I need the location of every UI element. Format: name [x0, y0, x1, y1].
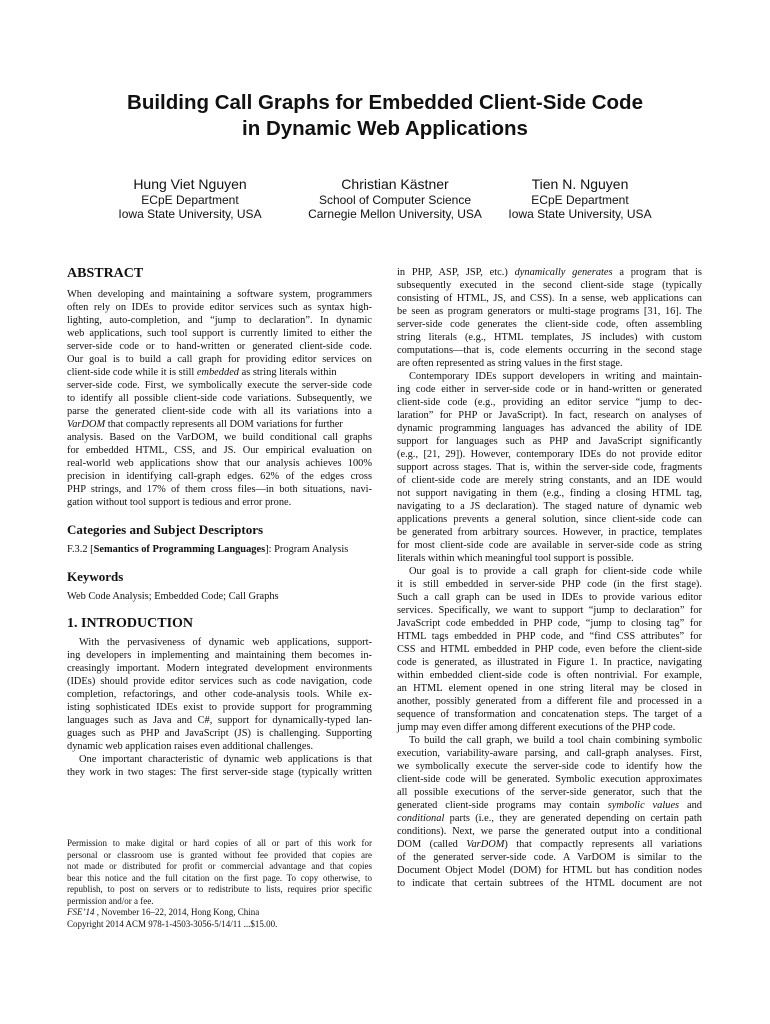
body-line: client-side code will be generated. Symbolic execution approximates — [397, 774, 702, 785]
body-line: dynamic programming languages has advanced the ability of IDE — [397, 423, 702, 434]
body-line: support across stages. That is, within the server-side code, fragments — [397, 462, 702, 473]
body-line: an HTML element opened in one string literal may be closed in — [397, 683, 702, 694]
abstract-line: When developing and maintaining a software system, programmers — [67, 289, 372, 300]
author-name: Tien N. Nguyen — [531, 176, 629, 192]
body-line — [397, 266, 702, 279]
category-code: F.3.2 [ — [67, 544, 94, 555]
body-line: within embedded client-side code is often nontrivial. For example, — [397, 670, 702, 681]
author-institution: Iowa State University, USA — [508, 207, 652, 221]
body-emphasis: symbolic values — [607, 800, 680, 811]
intro-line: With the pervasiveness of dynamic web applications, support- — [79, 637, 372, 648]
permission-line: personal or classroom use is granted without fee provided that copies are — [67, 849, 372, 860]
abstract-heading: ABSTRACT — [67, 266, 144, 281]
body-text: in PHP, ASP, JSP, etc.) — [397, 267, 508, 278]
intro-line: dynamic web application raises even additional challenges. — [67, 741, 314, 752]
body-emphasis: VarDOM — [466, 839, 505, 850]
paragraph-3 — [397, 565, 702, 734]
body-line: execution, variability-aware parsing, and call-graph analyses. First, — [397, 748, 702, 759]
abstract-body — [67, 288, 372, 509]
body-line: conditions). Next, we parse the generated output into a conditional — [397, 826, 702, 837]
body-emphasis: dynamically generates — [514, 267, 613, 278]
intro-line: ing developers in implementing and maintaining them becomes in- — [67, 650, 372, 661]
abstract-line: server-side code or to hand-written or generated client-side code. — [67, 341, 372, 352]
body-line: Contemporary IDEs support developers in writing and maintain- — [409, 371, 702, 382]
conference-details: , November 16–22, 2014, Hong Kong, China — [94, 907, 260, 917]
author-name: Christian Kästner — [341, 176, 449, 192]
categories-heading: Categories and Subject Descriptors — [67, 522, 264, 537]
intro-line: One important characteristic of dynamic web applications is that — [79, 754, 372, 765]
body-line: we symbolically execute the server-side code to identify how the — [397, 761, 702, 772]
abstract-line: for embedded HTML, CSS, and JS. Our empirical evaluation on — [67, 445, 372, 456]
author-block — [0, 175, 770, 225]
abstract-line: PHP strings, and 17% of them cross files—in both situations, navi- — [67, 484, 372, 495]
body-line: be seen as program generators or multi-stage programs [31, 16]. The — [397, 306, 702, 317]
body-line: support for languages such as PHP and JavaScript significantly — [397, 436, 702, 447]
author-2 — [285, 175, 505, 221]
body-line: are often represented as string values in the first stage. — [397, 358, 623, 369]
category-rest: ]: Program Analysis — [265, 544, 349, 555]
body-line: string literals (e.g., HTML templates, JS includes) with custom — [397, 332, 702, 343]
author-institution: Iowa State University, USA — [118, 207, 262, 221]
abstract-line: parse the generated client-side code with all its variations into a — [67, 406, 372, 417]
paragraph-1 — [397, 266, 702, 370]
body-line: be generated from arbitrary sources. However, in practice, templates — [397, 527, 702, 538]
intro-line: completion, refactorings, and other code-analysis tools. While ex- — [67, 689, 372, 700]
body-line: JavaScript code embedded in PHP code, “jump to closing tag” for — [397, 618, 702, 629]
body-text: parts (i.e., they are generated depending on certain path — [449, 813, 702, 824]
body-text: ) that compactly represents all variations — [504, 839, 703, 850]
permission-line: Permission to make digital or hard copies of all or part of this work for — [67, 838, 372, 848]
body-text: generated client-side programs may contain — [397, 800, 600, 811]
keywords-text: Web Code Analysis; Embedded Code; Call Graphs — [67, 591, 279, 602]
permission-notice — [67, 838, 372, 930]
left-column — [67, 265, 372, 779]
intro-line: creasingly important. Modern integrated development environments — [67, 663, 372, 674]
abstract-line — [67, 366, 372, 379]
body-text: and — [686, 800, 702, 811]
body-line: of the generated server-side code. A VarDOM is similar to the — [397, 852, 702, 863]
body-line: to indicate that certain subtrees of the HTML document are not — [397, 878, 702, 889]
author-institution: Carnegie Mellon University, USA — [308, 207, 482, 221]
title-line-1: Building Call Graphs for Embedded Client-Side Code — [127, 91, 643, 114]
author-1 — [90, 175, 290, 221]
author-department: School of Computer Science — [318, 193, 472, 207]
abstract-line: Our goal is to build a call graph for providing editor services on — [67, 354, 372, 365]
body-line: applications prevents a general solution, since client-side code can — [397, 514, 702, 525]
introduction-body — [67, 636, 372, 779]
body-line: for most client-side code are available in server-side code as string — [397, 540, 702, 551]
body-line: literals within which meaningful tool support is possible. — [397, 553, 634, 564]
body-line: jump may even differ among different executions of the PHP code. — [397, 722, 676, 733]
body-line: CSS and HTML embedded in PHP code, even before the client-side — [397, 644, 702, 655]
body-line: consisting of HTML, JS, and CSS). In a sense, web applications can — [397, 293, 702, 304]
intro-line: they work in two stages: The first server-side stage (typically written — [67, 767, 372, 778]
abstract-line: often rely on IDEs to provide editor services such as syntax high- — [67, 302, 372, 313]
body-line: navigating to a JS declaration). The staged nature of dynamic web — [397, 501, 702, 512]
title-line-2: in Dynamic Web Applications — [242, 117, 528, 140]
introduction-heading: 1. INTRODUCTION — [67, 616, 194, 631]
paragraph-2 — [397, 370, 702, 565]
intro-line: (IDEs) should provide editor services such as code navigation, code — [67, 676, 372, 687]
abstract-line: server-side code. First, we symbolically execute the server-side code — [67, 380, 372, 391]
abstract-text: that compactly represents all DOM variations for further — [107, 419, 343, 430]
body-line: it is still embedded in server-side PHP code (in the first stage). — [397, 579, 702, 590]
body-line: subsequently executed in the second client-side stage (typically — [397, 280, 702, 291]
abstract-text: as string literals within — [241, 367, 337, 378]
intro-line: isting sophisticated IDEs exist to provide support for programming — [67, 702, 372, 713]
abstract-line — [67, 418, 372, 431]
abstract-text: client-side code while it is still — [67, 367, 195, 378]
body-line: HTML tags embedded in PHP code, and “find CSS attributes” for — [397, 631, 702, 642]
conference-line — [67, 907, 372, 919]
abstract-line: precision in identifying call-graph edges. 62% of the edges cross — [67, 471, 372, 482]
intro-line: guages such as PHP and JavaScript (JS) is challenging. Supporting — [67, 728, 372, 739]
body-text: DOM (called — [397, 839, 458, 850]
permission-line: permission and/or a fee. — [67, 895, 154, 906]
author-department: ECpE Department — [531, 193, 629, 207]
body-emphasis: conditional — [397, 813, 445, 824]
body-line: server-side code generates the client-side code, often assembling — [397, 319, 702, 330]
author-department: ECpE Department — [141, 193, 239, 207]
abstract-emphasis: embedded — [196, 367, 239, 378]
right-column — [397, 266, 702, 890]
intro-line: languages such as Java and C#, support for dynamically-typed lan- — [67, 715, 372, 726]
body-line: Document Object Model (DOM) for HTML but has condition nodes — [397, 865, 702, 876]
abstract-line: real-world web applications show that our analysis achieves 100% — [67, 458, 372, 469]
paper-title — [0, 90, 770, 142]
abstract-line: gation without tool support is tedious and error prone. — [67, 497, 292, 508]
body-line: client-side code (e.g., providing an editor service “jump to dec- — [397, 397, 702, 408]
permission-line: bear this notice and the full citation on the first page. To copy otherwise, to — [67, 872, 372, 883]
body-line: all possible executions of the server-side generator, such that the — [397, 787, 702, 798]
author-3 — [480, 175, 680, 221]
categories-text — [67, 543, 372, 556]
body-line: ing code either in server-side code or in hand-written or generated — [397, 384, 702, 395]
abstract-line: to identify all possible client-side code variations. Subsequently, we — [67, 393, 372, 404]
permission-line: republish, to post on servers or to redistribute to lists, requires prior specific — [67, 884, 372, 894]
paragraph-4 — [397, 734, 702, 890]
body-line: sequence of transformation and concatenation steps. The target of a — [397, 709, 702, 720]
body-line: (e.g., [21, 29]). However, contemporary IDEs do not provide editor — [397, 449, 702, 460]
body-line: another, possibly generated from a different file and processed in a — [397, 696, 702, 707]
body-line — [397, 838, 702, 851]
body-line: To build the call graph, we build a tool chain combining symbolic — [409, 735, 702, 746]
body-line: code is generated, as illustrated in Figure 1. In practice, navigating — [397, 657, 702, 668]
abstract-line: analysis. Based on the VarDOM, we build conditional call graphs — [67, 432, 372, 443]
body-line: not support navigating in them (e.g., finding a closing HTML tag, — [397, 488, 702, 499]
body-line: of client-side code are merely string constants, and an IDE would — [397, 475, 702, 486]
keywords-heading: Keywords — [67, 569, 124, 584]
body-line: laration” for PHP or JavaScript). In fact, research on analyses of — [397, 410, 702, 421]
body-line: services. Specifically, we want to support “jump to declaration” for — [397, 605, 702, 616]
abstract-line: web applications, such tool support is currently limited to either the — [67, 328, 372, 339]
copyright-line: Copyright 2014 ACM 978-1-4503-3056-5/14/11 ...$15.00. — [67, 918, 278, 929]
abstract-line: lighting, auto-completion, and “jump to declaration”. In dynamic — [67, 315, 372, 326]
conference-name: FSE’14 — [67, 907, 95, 917]
body-line: Our goal is to provide a call graph for client-side code while — [409, 566, 702, 577]
body-line — [397, 799, 702, 812]
category-name: Semantics of Programming Languages — [93, 544, 266, 555]
body-line: Such a call graph can be used in IDEs to provide various editor — [397, 592, 702, 603]
body-line: computations—that is, code elements occurring in the second stage — [397, 345, 702, 356]
author-name: Hung Viet Nguyen — [133, 176, 247, 192]
body-text: a program that is — [619, 267, 702, 278]
permission-line: not made or distributed for profit or commercial advantage and that copies — [67, 861, 372, 871]
abstract-emphasis: VarDOM — [67, 419, 106, 430]
body-line — [397, 812, 702, 825]
